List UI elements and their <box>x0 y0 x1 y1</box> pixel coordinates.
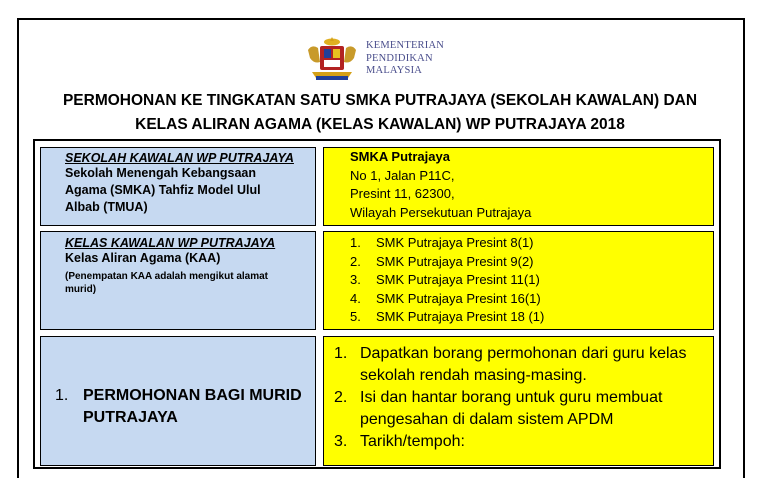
list-item: 5. SMK Putrajaya Presint 18 (1) <box>350 309 545 324</box>
step-2-line-2: pengesahan di dalam sistem APDM <box>360 411 614 428</box>
row1-label-cell <box>40 147 316 226</box>
document-title-line-1: PERMOHONAN KE TINGKATAN SATU SMKA PUTRAJAYA (SEKOLAH KAWALAN) DAN <box>62 92 698 109</box>
row3-label-cell <box>40 336 316 466</box>
address-line-1: No 1, Jalan P11C, <box>350 167 455 183</box>
row1-address-cell <box>323 147 714 226</box>
ministry-line-1: KEMENTERIAN <box>366 40 445 51</box>
step-3-number: 3. <box>334 433 348 450</box>
list-item: 2. SMK Putrajaya Presint 9(2) <box>350 253 534 269</box>
row2-note-1: (Penempatan KAA adalah mengikut alamat <box>65 271 269 282</box>
row3-label-1: PERMOHONAN BAGI MURID <box>83 387 302 404</box>
ministry-crest-logo <box>304 36 360 82</box>
row1-label-2: Agama (SMKA) Tahfiz Model Ulul <box>65 183 261 197</box>
document-title-line-2: KELAS ALIRAN AGAMA (KELAS KAWALAN) WP PUTRAJAYA 2018 <box>135 116 625 133</box>
row2-heading: KELAS KAWALAN WP PUTRAJAYA <box>65 236 276 250</box>
row3-label-2: PUTRAJAYA <box>83 409 178 426</box>
ministry-line-3: MALAYSIA <box>366 65 423 76</box>
kaa-school-list <box>350 234 713 327</box>
ministry-name <box>366 40 444 78</box>
list-item: 1. SMK Putrajaya Presint 8(1) <box>350 235 534 250</box>
row3-steps-cell <box>323 336 714 466</box>
school-name: SMKA Putrajaya <box>350 149 450 164</box>
ministry-line-2: PENDIDIKAN <box>366 52 433 64</box>
row1-label-3: Albab (TMUA) <box>65 200 148 214</box>
row1-heading: SEKOLAH KAWALAN WP PUTRAJAYA <box>65 151 294 165</box>
row1-label-1: Sekolah Menengah Kebangsaan <box>65 166 257 180</box>
step-2-number: 2. <box>334 389 348 406</box>
step-1-number: 1. <box>334 345 348 362</box>
row2-label-cell <box>40 231 316 330</box>
list-item: 4. SMK Putrajaya Presint 16(1) <box>350 290 541 306</box>
step-3-line-1: Tarikh/tempoh: <box>360 433 465 450</box>
row2-schools-cell <box>323 231 714 330</box>
list-item: 3. SMK Putrajaya Presint 11(1) <box>350 272 540 287</box>
step-1-line-1: Dapatkan borang permohonan dari guru kelas <box>360 345 687 362</box>
row3-label-number: 1. <box>55 387 69 404</box>
step-2-line-1: Isi dan hantar borang untuk guru membuat <box>360 389 663 406</box>
address-line-2: Presint 11, 62300, <box>350 186 455 201</box>
row2-note-2: murid) <box>65 284 97 295</box>
row2-label: Kelas Aliran Agama (KAA) <box>65 251 221 265</box>
step-1-line-2: sekolah rendah masing-masing. <box>360 367 587 384</box>
address-line-3: Wilayah Persekutuan Putrajaya <box>350 204 532 220</box>
